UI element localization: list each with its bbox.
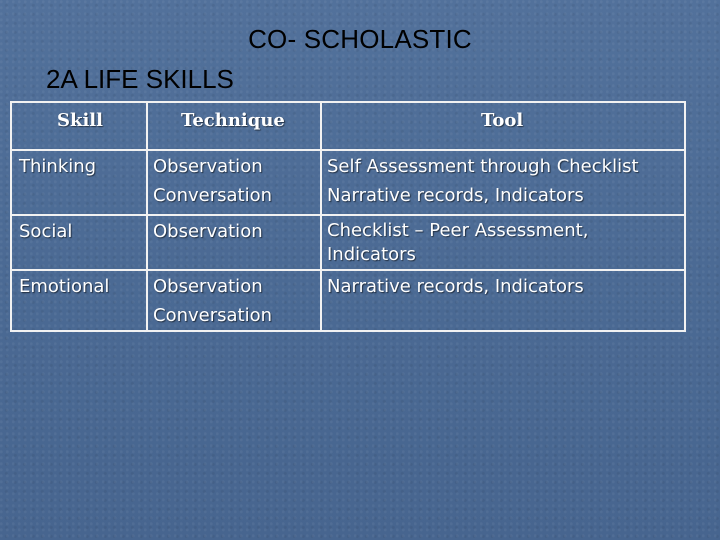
row-divider [12, 269, 684, 271]
row-divider [12, 214, 684, 216]
cell-tool: Checklist – Peer Assessment, [327, 220, 589, 241]
slide-title: CO- SCHOLASTIC [248, 24, 472, 54]
column-divider [146, 103, 148, 330]
cell-technique: Observation [153, 221, 263, 242]
cell-technique: Observation [153, 156, 263, 177]
cell-skill: Thinking [19, 156, 97, 177]
cell-skill: Emotional [19, 276, 110, 297]
column-divider [320, 103, 322, 330]
row-divider [12, 149, 684, 151]
header-tool: Tool [481, 110, 524, 131]
slide-subtitle: 2A LIFE SKILLS [46, 64, 234, 94]
cell-technique: Observation [153, 276, 263, 297]
header-skill: Skill [57, 110, 103, 131]
cell-tool: Narrative records, Indicators [327, 276, 584, 297]
cell-technique: Conversation [153, 305, 273, 326]
cell-tool: Narrative records, Indicators [327, 185, 584, 206]
header-technique: Technique [181, 110, 285, 131]
life-skills-table [10, 101, 686, 332]
cell-skill: Social [19, 221, 73, 242]
cell-technique: Conversation [153, 185, 273, 206]
cell-tool: Self Assessment through Checklist [327, 156, 639, 177]
cell-tool: Indicators [327, 244, 416, 265]
